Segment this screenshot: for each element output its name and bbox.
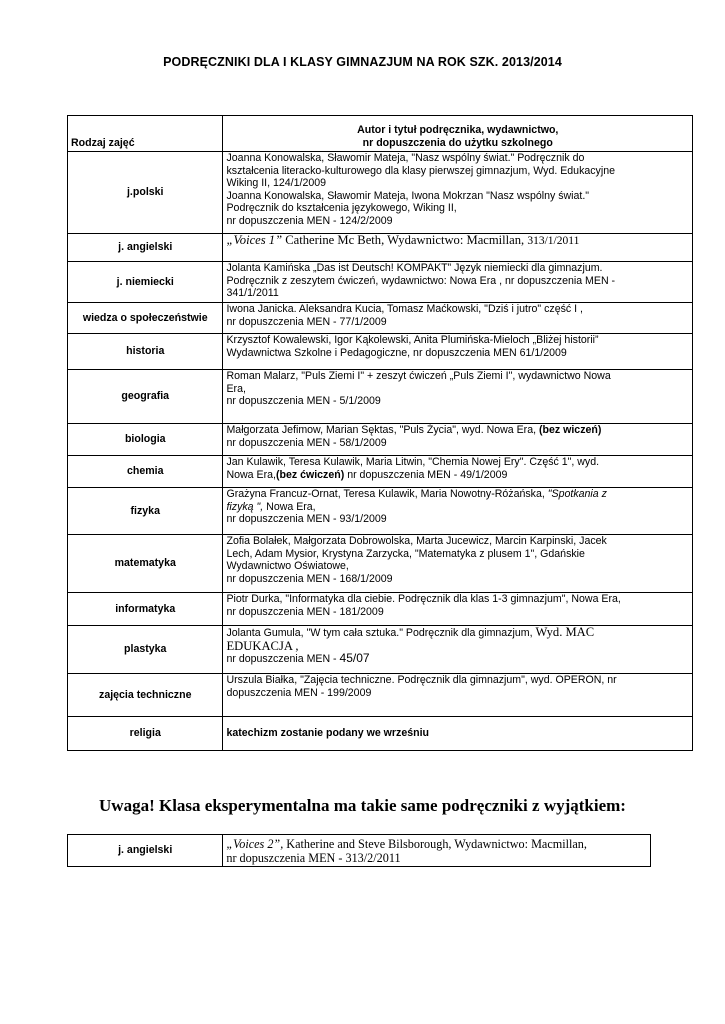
header-desc-line2: nr dopuszczenia do użytku szkolnego xyxy=(362,137,553,149)
desc-line: Zofia Bolałek, Małgorzata Dobrowolska, Marta Jucewicz, Marcin Karpinski, Jacek xyxy=(226,535,607,547)
desc-line: Piotr Durka, "Informatyka dla ciebie. Podręcznik dla klas 1-3 gimnazjum", Nowa Era, xyxy=(226,593,621,605)
desc-line: Era, xyxy=(226,382,246,395)
desc-text: Nowa Era, xyxy=(263,500,316,513)
table-row xyxy=(68,370,693,424)
desc-text: Małgorzata Jefimow, Marian Sęktas, "Puls Życia", wyd. Nowa Era, xyxy=(226,424,539,436)
approval-number: 313/1/2011 xyxy=(527,235,580,247)
desc-line xyxy=(226,234,689,248)
book-title: "Spotkania z xyxy=(547,488,607,500)
description-cell xyxy=(223,593,693,626)
subject-cell: chemia xyxy=(68,456,223,488)
desc-line: Iwona Janicka. Aleksandra Kucia, Tomasz Maćkowski, "Dziś i jutro" część I , xyxy=(226,303,583,315)
desc-line: Wydawnictwo Oświatowe, xyxy=(226,560,349,573)
desc-line: nr dopuszczenia MEN - 77/1/2009 xyxy=(226,315,387,328)
table-row xyxy=(68,262,693,303)
desc-line: dopuszczenia MEN - 199/2009 xyxy=(226,686,372,699)
table-row xyxy=(68,152,693,234)
desc-line: EDUKACJA , xyxy=(226,638,299,653)
desc-line: Wiking II, 124/1/2009 xyxy=(226,177,327,190)
desc-line: Urszula Białka, "Zajęcia techniczne. Podręcznik dla gimnazjum", wyd. OPERON, nr xyxy=(226,674,617,686)
table-row xyxy=(68,593,693,626)
table-row xyxy=(68,835,651,867)
desc-text: Catherine Mc Beth, Wydawnictwo: Macmillan, xyxy=(282,233,528,247)
desc-line: Jolanta Kamińska „Das ist Deutsch! KOMPAKT” Język niemiecki dla gimnazjum. xyxy=(226,262,603,274)
desc-line: Lech, Adam Mysior, Krystyna Zarzycka, "Matematyka z plusem 1", Gdańskie xyxy=(226,547,585,560)
desc-line: nr dopuszczenia MEN - 313/2/2011 xyxy=(226,850,401,865)
subject-cell: plastyka xyxy=(68,626,223,674)
approval-number: 45/07 xyxy=(339,651,370,666)
desc-line xyxy=(226,652,689,666)
description-cell xyxy=(223,370,693,424)
desc-line xyxy=(226,469,689,482)
description-cell xyxy=(223,535,693,593)
subject-cell: matematyka xyxy=(68,535,223,593)
subject-cell: j.polski xyxy=(68,152,223,234)
subject-cell: historia xyxy=(68,334,223,370)
desc-line: kształcenia literacko-kulturowego dla klasy pierwszej gimnazjum, Wyd. Edukacyjne xyxy=(226,164,615,177)
page-title: PODRĘCZNIKI DLA I KLASY GIMNAZJUM NA ROK SZK. 2013/2014 xyxy=(163,55,562,69)
no-exercises-note: (bez wiczeń) xyxy=(538,424,602,436)
description-cell xyxy=(223,835,651,867)
desc-line: Podręcznik do kształcenia językowego, Wiking II, xyxy=(226,202,457,215)
table-row xyxy=(68,234,693,262)
desc-line: nr dopuszczenia MEN - 5/1/2009 xyxy=(226,395,381,408)
desc-line: Podręcznik z zeszytem ćwiczeń, wydawnictwo: Nowa Era , nr dopuszczenia MEN - xyxy=(226,274,616,287)
subject-cell: geografia xyxy=(68,370,223,424)
table-header-row xyxy=(68,116,693,152)
description-cell xyxy=(223,456,693,488)
subject-cell: fizyka xyxy=(68,488,223,535)
desc-line xyxy=(226,424,689,437)
desc-line: Krzysztof Kowalewski, Igor Kąkolewski, Anita Plumińska-Mieloch „Bliżej historii” xyxy=(226,334,599,346)
desc-line: 341/1/2011 xyxy=(226,287,279,300)
subject-cell: j. niemiecki xyxy=(68,262,223,303)
desc-line: nr dopuszczenia MEN - 93/1/2009 xyxy=(226,513,387,526)
table-row xyxy=(68,424,693,456)
subject-cell: j. angielski xyxy=(68,234,223,262)
description-cell xyxy=(223,234,693,262)
table-row xyxy=(68,456,693,488)
description-cell xyxy=(223,334,693,370)
publisher-name: Wyd. MAC xyxy=(535,625,595,639)
desc-line: nr dopuszczenia MEN - 124/2/2009 xyxy=(226,214,393,227)
header-description xyxy=(223,116,693,152)
description-cell xyxy=(223,262,693,303)
book-title: „Voices 1” xyxy=(226,233,283,247)
desc-text: Nowa Era, xyxy=(226,468,276,481)
book-title: „Voices 2”, xyxy=(226,836,284,851)
header-subject: Rodzaj zajęć xyxy=(68,116,223,152)
desc-line xyxy=(226,488,689,501)
table-row xyxy=(68,488,693,535)
description-cell xyxy=(223,488,693,535)
description-cell xyxy=(223,424,693,456)
desc-line: nr dopuszczenia MEN - 168/1/2009 xyxy=(226,572,393,585)
description-cell xyxy=(223,303,693,334)
desc-text: nr dopuszczenia MEN - xyxy=(226,653,340,666)
desc-line: Wydawnictwa Szkolne i Pedagogiczne, nr dopuszczenia MEN 61/1/2009 xyxy=(226,346,567,359)
no-exercises-note: (bez ćwiczeń) xyxy=(275,468,345,481)
experimental-class-note: Uwaga! Klasa eksperymentalna ma takie same podręczniki z wyjątkiem: xyxy=(99,796,626,815)
table-row xyxy=(68,535,693,593)
subject-cell: zajęcia techniczne xyxy=(68,674,223,717)
table-row xyxy=(68,626,693,674)
exception-table xyxy=(67,834,651,867)
desc-line: Jan Kulawik, Teresa Kulawik, Maria Litwin, "Chemia Nowej Ery". Część 1", wyd. xyxy=(226,456,600,468)
textbook-table xyxy=(67,115,693,751)
subject-cell: informatyka xyxy=(68,593,223,626)
desc-text: nr dopuszczenia MEN - 49/1/2009 xyxy=(344,468,508,481)
desc-line xyxy=(226,626,689,640)
description-cell xyxy=(223,152,693,234)
description-cell: katechizm zostanie podany we wrześniu xyxy=(223,717,693,751)
desc-line xyxy=(226,837,647,851)
subject-cell: religia xyxy=(68,717,223,751)
desc-text: Jolanta Gumula, "W tym cała sztuka." Podręcznik dla gimnazjum, xyxy=(226,627,536,639)
table-row xyxy=(68,334,693,370)
table-row xyxy=(68,303,693,334)
desc-line: nr dopuszczenia MEN - 181/2009 xyxy=(226,605,384,618)
desc-line xyxy=(226,501,689,514)
desc-line: Joanna Konowalska, Sławomir Mateja, "Nasz wspólny świat." Podręcznik do xyxy=(226,152,585,164)
book-title: fizyką ", xyxy=(226,500,264,513)
subject-cell: wiedza o społeczeństwie xyxy=(68,303,223,334)
header-desc-line1: Autor i tytuł podręcznika, wydawnictwo, xyxy=(357,124,559,136)
table-row xyxy=(68,674,693,717)
description-cell xyxy=(223,626,693,674)
desc-line: Joanna Konowalska, Sławomir Mateja, Iwona Mokrzan "Nasz wspólny świat." xyxy=(226,189,590,202)
desc-line: nr dopuszczenia MEN - 58/1/2009 xyxy=(226,436,387,449)
desc-text: Grażyna Francuz-Ornat, Teresa Kulawik, Maria Nowotny-Różańska, xyxy=(226,488,548,500)
table-row xyxy=(68,717,693,751)
description-cell xyxy=(223,674,693,717)
desc-text: Katherine and Steve Bilsborough, Wydawnictwo: Macmillan, xyxy=(283,836,587,851)
desc-line: Roman Malarz, "Puls Ziemi I" + zeszyt ćwiczeń „Puls Ziemi I", wydawnictwo Nowa xyxy=(226,370,611,382)
subject-cell: biologia xyxy=(68,424,223,456)
subject-cell: j. angielski xyxy=(68,835,223,867)
